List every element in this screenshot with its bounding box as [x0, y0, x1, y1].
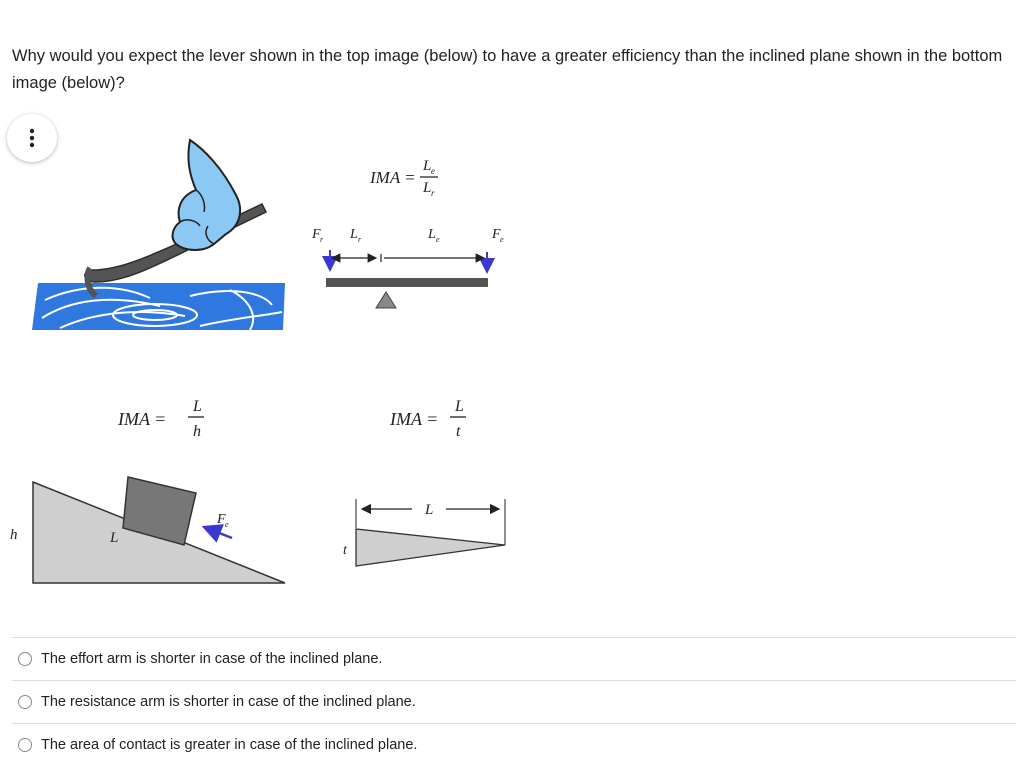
answer-option-1[interactable] — [12, 637, 1016, 680]
inclined-plane-diagram — [10, 398, 285, 583]
incline-fe-sub: e — [225, 520, 229, 529]
wedge-diagram — [340, 390, 520, 580]
lever-lr-label: L — [350, 227, 358, 242]
answer-option-2[interactable] — [12, 680, 1016, 723]
answer-option-label: The area of contact is greater in case of the inclined plane. — [41, 737, 418, 753]
wedge-ima-denominator: t — [456, 423, 461, 440]
lever-ima-denominator: L — [423, 180, 432, 196]
lever-fr-sub: r — [320, 235, 324, 244]
incline-ima-denominator: h — [193, 423, 201, 440]
answer-option-label: The effort arm is shorter in case of the inclined plane. — [41, 651, 383, 667]
radio-button[interactable] — [18, 652, 32, 666]
lever-diagram — [311, 158, 504, 308]
incline-ima-numerator: L — [193, 398, 202, 415]
incline-l-label: L — [110, 530, 119, 546]
incline-h-label: h — [10, 527, 18, 543]
hand-illustration — [173, 140, 241, 250]
radio-button[interactable] — [18, 695, 32, 709]
lever-fe-sub: e — [500, 235, 504, 244]
lever-fr-label: F — [312, 227, 321, 242]
lever-lr-sub: r — [358, 235, 362, 244]
wood-block-illustration — [32, 283, 285, 330]
lever-ima-numerator: L — [423, 158, 432, 174]
wedge-t-label: t — [343, 543, 347, 558]
answer-option-label: The resistance arm is shorter in case of the inclined plane. — [41, 694, 416, 710]
wedge-ima-numerator: L — [455, 398, 464, 415]
wedge-ima-label: IMA = — [390, 409, 439, 429]
answer-option-3[interactable] — [12, 723, 1016, 766]
incline-ima-label: IMA = — [118, 409, 167, 429]
lever-ima-numerator-sub: e — [431, 166, 435, 176]
question-text: Why would you expect the lever shown in the top image (below) to have a greater efficiency than the inclined plane shown in the bottom image (below)? — [12, 47, 1003, 92]
lever-ima-denominator-sub: r — [431, 188, 435, 198]
radio-button[interactable] — [18, 738, 32, 752]
lever-le-sub: e — [436, 235, 440, 244]
answer-options — [12, 637, 1016, 766]
wedge-l-label: L — [425, 502, 434, 518]
incline-fe-label: F — [217, 512, 226, 527]
lever-le-label: L — [428, 227, 436, 242]
lever-ima-label: IMA = — [370, 168, 416, 187]
lever-fe-label: F — [492, 227, 501, 242]
